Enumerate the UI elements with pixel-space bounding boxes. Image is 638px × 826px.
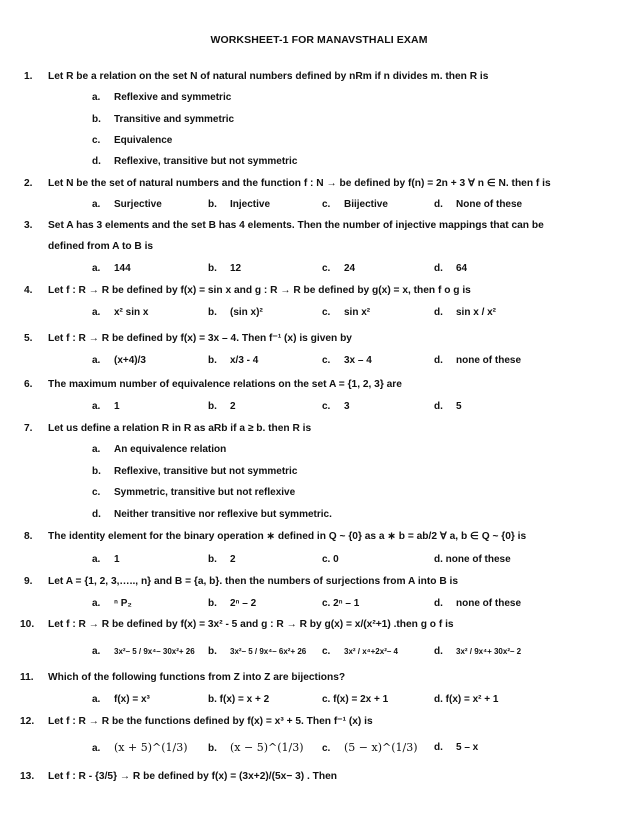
option-11c: c. f(x) = 2x + 1 bbox=[322, 694, 389, 705]
option-1a: a. Reflexive and symmetric bbox=[92, 92, 232, 103]
question-5: 5. Let f : R → R be defined by f(x) = 3x – 4. Then f⁻¹ (x) is given by bbox=[24, 333, 352, 344]
option-9c: c. 2ⁿ – 1 bbox=[322, 598, 360, 609]
question-text: Let f : R → R be defined by f(x) = 3x² - 5 and g : R → R by g(x) = x/(x²+1) .then g o f is bbox=[48, 619, 454, 630]
option-5d: d. none of these bbox=[434, 355, 522, 366]
option-2d: d. None of these bbox=[434, 199, 523, 210]
question-7: 7. Let us define a relation R in R as aRb if a ≥ b. then R is bbox=[24, 423, 312, 434]
option-8a: a. 1 bbox=[92, 554, 120, 565]
question-text: The maximum number of equivalence relations on the set A = {1, 2, 3} are bbox=[48, 379, 402, 390]
option-11d: d. f(x) = x² + 1 bbox=[434, 694, 499, 705]
question-3-continued: defined from A to B is bbox=[48, 241, 154, 252]
page-title: WORKSHEET-1 FOR MANAVSTHALI EXAM bbox=[210, 34, 428, 46]
question-text: Let us define a relation R in R as aRb if a ≥ b. then R is bbox=[48, 423, 312, 434]
question-text: Let f : R → R be defined by f(x) = sin x and g : R → R be defined by g(x) = x, then f o g is bbox=[48, 285, 471, 296]
option-10d: d. 3x² / 9x⁴+ 30x²– 2 bbox=[434, 646, 522, 657]
question-13: 13. Let f : R - {3/5} → R be defined by f(x) = (3x+2)/(5x− 3) . Then bbox=[20, 771, 337, 782]
question-text: The identity element for the binary operation ∗ defined in Q ~ {0} as a ∗ b = ab/2 ∀ a, b ∈ Q ~ {0} is bbox=[48, 531, 527, 542]
option-7b: b. Reflexive, transitive but not symmetric bbox=[92, 466, 298, 477]
option-12a: a. (x + 5)^(1/3) bbox=[92, 741, 188, 754]
question-8: 8. The identity element for the binary operation ∗ defined in Q ~ {0} as a ∗ b = ab/2 ∀ a, b ∈ Q ~ {0} is bbox=[24, 531, 527, 542]
question-6: 6. The maximum number of equivalence relations on the set A = {1, 2, 3} are bbox=[24, 379, 402, 390]
question-text: Let f : R → R be the functions defined by f(x) = x³ + 5. Then f⁻¹ (x) is bbox=[48, 716, 373, 727]
question-12: 12. Let f : R → R be the functions defined by f(x) = x³ + 5. Then f⁻¹ (x) is bbox=[20, 716, 373, 727]
option-6d: d. 5 bbox=[434, 401, 462, 412]
option-7a: a. An equivalence relation bbox=[92, 444, 227, 455]
option-10a: a. 3x²– 5 / 9x⁴– 30x²+ 26 bbox=[92, 646, 195, 657]
question-1 bbox=[24, 70, 488, 83]
option-10c: c. 3x² / x⁴+2x²– 4 bbox=[322, 646, 398, 657]
option-10b: b. 3x²– 5 / 9x⁴– 6x²+ 26 bbox=[208, 646, 307, 657]
option-8c: c. 0 bbox=[322, 554, 339, 565]
option-12c: c. (5 − x)^(1/3) bbox=[322, 741, 418, 754]
option-2c: c. Biijective bbox=[322, 199, 388, 210]
question-4: 4. Let f : R → R be defined by f(x) = sin x and g : R → R be defined by g(x) = x, then f o g is bbox=[24, 285, 471, 296]
question-3: 3. Set A has 3 elements and the set B has 4 elements. Then the number of injective mappings that can be bbox=[24, 220, 544, 231]
option-12d: d. 5 – x bbox=[434, 742, 479, 753]
option-8d: d. none of these bbox=[434, 554, 511, 565]
question-2: 2. Let N be the set of natural numbers and the function f : N → be defined by f(n) = 2n + 3 ∀ n ∈ N. then f is bbox=[24, 178, 551, 189]
option-11a: a. f(x) = x³ bbox=[92, 694, 150, 705]
option-8b: b. 2 bbox=[208, 554, 236, 565]
question-text: Let f : R - {3/5} → R be defined by f(x) = (3x+2)/(5x− 3) . Then bbox=[48, 771, 337, 782]
question-10: 10. Let f : R → R be defined by f(x) = 3x² - 5 and g : R → R by g(x) = x/(x²+1) .then g o f is bbox=[20, 619, 454, 630]
question-text: Which of the following functions from Z into Z are bijections? bbox=[48, 672, 346, 683]
option-6c: c. 3 bbox=[322, 401, 350, 412]
option-6a: a. 1 bbox=[92, 401, 120, 412]
option-6b: b. 2 bbox=[208, 401, 236, 412]
option-1b: b. Transitive and symmetric bbox=[92, 114, 235, 125]
question-text: Let A = {1, 2, 3,….., n} and B = {a, b}. then the numbers of surjections from A into B is bbox=[48, 576, 459, 587]
question-text: Let f : R → R be defined by f(x) = 3x – 4. Then f⁻¹ (x) is given by bbox=[48, 333, 352, 344]
option-1c: c. Equivalence bbox=[92, 135, 173, 146]
option-12b: b. (x − 5)^(1/3) bbox=[208, 741, 304, 754]
question-11: 11. Which of the following functions from Z into Z are bijections? bbox=[20, 672, 346, 683]
option-5a: a. (x+4)/3 bbox=[92, 355, 146, 366]
option-2a: a. Surjective bbox=[92, 199, 162, 210]
option-3a: a. 144 bbox=[92, 263, 131, 274]
option-3b: b. 12 bbox=[208, 263, 242, 274]
option-4a: a. x² sin x bbox=[92, 307, 149, 318]
option-7c: c. Symmetric, transitive but not reflexive bbox=[92, 487, 296, 498]
option-9b: b. 2ⁿ – 2 bbox=[208, 598, 257, 609]
option-1d: d. Reflexive, transitive but not symmetric bbox=[92, 156, 298, 167]
option-11b: b. f(x) = x + 2 bbox=[208, 694, 270, 705]
option-5b: b. x/3 - 4 bbox=[208, 355, 259, 366]
question-text: Set A has 3 elements and the set B has 4 elements. Then the number of injective mappings that can be bbox=[48, 220, 544, 231]
question-text: Let R be a relation on the set N of natural numbers defined by nRm if n divides m. then R is bbox=[48, 71, 489, 82]
option-9d: d. none of these bbox=[434, 598, 522, 609]
option-4b: b. (sin x)² bbox=[208, 307, 263, 318]
question-number: 1. bbox=[24, 71, 33, 82]
question-9: 9. Let A = {1, 2, 3,….., n} and B = {a, b}. then the numbers of surjections from A into B is bbox=[24, 576, 459, 587]
option-7d: d. Neither transitive nor reflexive but symmetric. bbox=[92, 509, 332, 520]
option-3c: c. 24 bbox=[322, 263, 356, 274]
option-4d: d. sin x / x² bbox=[434, 307, 497, 318]
option-2b: b. Injective bbox=[208, 199, 271, 210]
option-9a: a. ⁿ P₂ bbox=[92, 598, 132, 609]
option-3d: d. 64 bbox=[434, 263, 468, 274]
question-text: Let N be the set of natural numbers and the function f : N → be defined by f(n) = 2n + 3 ∀ n ∈ N. then f is bbox=[48, 178, 551, 189]
option-5c: c. 3x – 4 bbox=[322, 355, 372, 366]
option-4c: c. sin x² bbox=[322, 307, 371, 318]
